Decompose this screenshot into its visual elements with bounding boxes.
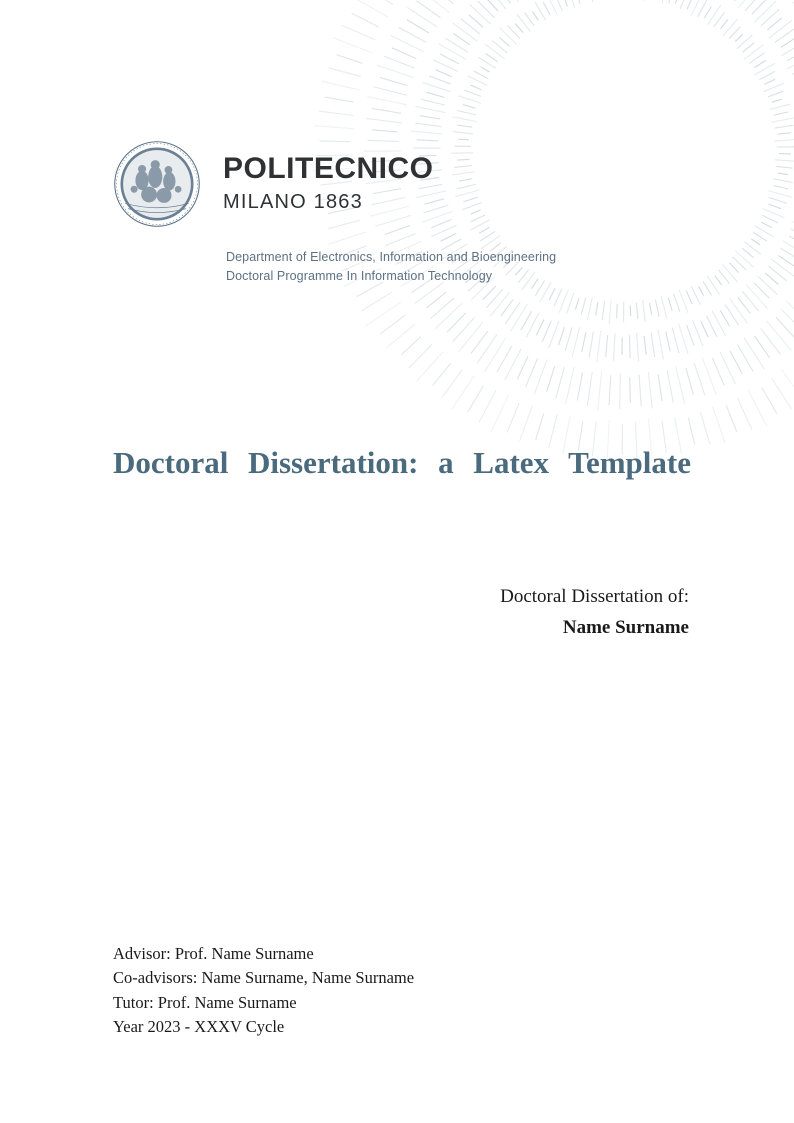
decorative-radial-burst <box>304 0 794 470</box>
politecnico-logo <box>113 140 434 228</box>
department-line-2: Doctoral Programme In Information Technology <box>226 269 493 284</box>
thesis-info-block <box>113 942 414 1040</box>
department-block <box>226 248 556 287</box>
politecnico-crest-icon <box>113 140 201 228</box>
department-line-1: Department of Electronics, Information and Bioengineering <box>226 250 557 264</box>
tutor-line: Tutor: Prof. Name Surname <box>113 992 297 1012</box>
page-title: Doctoral Dissertation: a Latex Template <box>113 445 691 480</box>
dissertation-of-label: Doctoral Dissertation of: <box>500 586 689 607</box>
advisor-line: Advisor: Prof. Name Surname <box>113 944 314 963</box>
logo-politecnico-text: POLITECNICO <box>223 152 434 185</box>
author-name: Name Surname <box>562 616 689 638</box>
logo-milano-text: MILANO 1863 <box>223 191 363 213</box>
coadvisors-line: Co-advisors: Name Surname, Name Surname <box>113 968 415 988</box>
author-block <box>500 583 689 642</box>
year-cycle-line: Year 2023 - XXXV Cycle <box>113 1017 285 1037</box>
